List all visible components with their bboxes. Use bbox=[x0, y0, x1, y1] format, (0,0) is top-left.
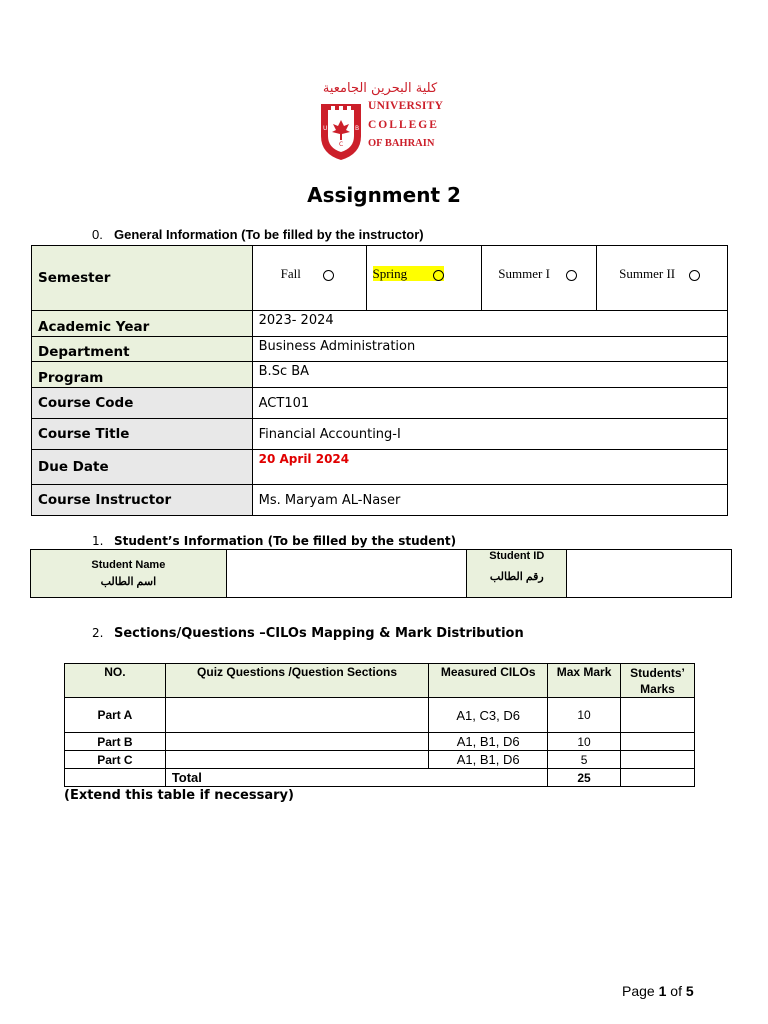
spring-radio-icon[interactable] bbox=[433, 270, 444, 281]
row-part-b-cilos: A1, B1, D6 bbox=[429, 733, 548, 751]
student-name-input[interactable] bbox=[226, 550, 467, 598]
semester-spring-highlight bbox=[373, 266, 445, 281]
header-no: NO. bbox=[65, 664, 166, 698]
row-part-b-no: Part B bbox=[65, 733, 166, 751]
page-number bbox=[622, 983, 694, 999]
table-row bbox=[65, 751, 695, 769]
row-part-b-max: 10 bbox=[548, 733, 621, 751]
program-row bbox=[32, 362, 728, 388]
marks-header-row bbox=[65, 664, 695, 698]
row-part-c-question[interactable] bbox=[165, 751, 428, 769]
student-name-label-cell bbox=[31, 550, 227, 598]
header-questions: Quiz Questions /Question Sections bbox=[165, 664, 428, 698]
row-part-c-no: Part C bbox=[65, 751, 166, 769]
row-part-a-cilos: A1, C3, D6 bbox=[429, 698, 548, 733]
student-id-label-arabic: رقم الطالب bbox=[489, 571, 544, 583]
department-row bbox=[32, 337, 728, 362]
logo-letter-u: U bbox=[323, 125, 328, 132]
academic-year-value[interactable]: 2023- 2024 bbox=[252, 311, 727, 337]
page-current: 1 bbox=[658, 983, 667, 999]
total-label: Total bbox=[165, 769, 547, 787]
student-name-label: Student Name bbox=[91, 559, 166, 571]
semester-label: Semester bbox=[32, 246, 253, 311]
program-value[interactable]: B.Sc BA bbox=[252, 362, 727, 388]
row-part-c-max: 5 bbox=[548, 751, 621, 769]
general-info-table bbox=[31, 245, 728, 516]
student-name-label-arabic: اسم الطالب bbox=[100, 576, 157, 588]
page-of: of bbox=[666, 983, 686, 999]
semester-option-summer-2[interactable] bbox=[597, 246, 728, 311]
header-students-marks: Students’ Marks bbox=[621, 664, 695, 698]
page-prefix: Page bbox=[622, 983, 659, 999]
logo-crest-icon bbox=[318, 100, 364, 162]
summer-1-radio-icon[interactable] bbox=[566, 270, 577, 281]
row-part-b-marks[interactable] bbox=[621, 733, 695, 751]
due-date-label: Due Date bbox=[32, 450, 253, 485]
course-instructor-value[interactable]: Ms. Maryam AL-Naser bbox=[252, 485, 727, 516]
row-part-a-no: Part A bbox=[65, 698, 166, 733]
logo-line-1: UNIVERSITY bbox=[368, 100, 444, 112]
total-marks-cell[interactable] bbox=[621, 769, 695, 787]
academic-year-row bbox=[32, 311, 728, 337]
student-id-label: Student ID bbox=[489, 550, 545, 562]
row-part-c-marks[interactable] bbox=[621, 751, 695, 769]
marks-table bbox=[64, 663, 695, 787]
page-total: 5 bbox=[685, 983, 694, 999]
section-0-number: 0. bbox=[92, 227, 103, 242]
section-0-heading bbox=[92, 227, 424, 242]
row-part-b-question[interactable] bbox=[165, 733, 428, 751]
header-cilos: Measured CILOs bbox=[429, 664, 548, 698]
course-code-row bbox=[32, 388, 728, 419]
row-part-a-max: 10 bbox=[548, 698, 621, 733]
semester-summer-1-label: Summer I bbox=[498, 266, 550, 281]
section-0-title: General Information (To be filled by the instructor) bbox=[114, 227, 424, 242]
course-instructor-label: Course Instructor bbox=[32, 485, 253, 516]
semester-summer-2-label: Summer II bbox=[619, 266, 676, 281]
semester-option-summer-1[interactable] bbox=[482, 246, 597, 311]
summer-2-radio-icon[interactable] bbox=[689, 270, 700, 281]
header-max-mark: Max Mark bbox=[548, 664, 621, 698]
extend-table-note: (Extend this table if necessary) bbox=[64, 788, 294, 803]
student-id-input[interactable] bbox=[567, 550, 732, 598]
semester-option-spring[interactable] bbox=[366, 246, 482, 311]
row-part-a-marks[interactable] bbox=[621, 698, 695, 733]
student-info-table bbox=[30, 549, 732, 598]
department-value[interactable]: Business Administration bbox=[252, 337, 727, 362]
academic-year-label: Academic Year bbox=[32, 311, 253, 337]
student-id-label-cell bbox=[467, 550, 567, 598]
total-value: 25 bbox=[548, 769, 621, 787]
section-1-number: 1. bbox=[92, 534, 104, 548]
section-1-heading bbox=[92, 534, 456, 548]
course-title-label: Course Title bbox=[32, 419, 253, 450]
row-part-c-cilos: A1, B1, D6 bbox=[429, 751, 548, 769]
page-title: Assignment 2 bbox=[307, 183, 461, 207]
logo-letter-b: B bbox=[355, 125, 360, 132]
course-title-value[interactable]: Financial Accounting-I bbox=[252, 419, 727, 450]
course-title-row bbox=[32, 419, 728, 450]
total-empty-cell bbox=[65, 769, 166, 787]
total-row bbox=[65, 769, 695, 787]
due-date-row bbox=[32, 450, 728, 485]
section-2-number: 2. bbox=[92, 626, 104, 640]
section-1-title: Student’s Information (To be filled by the student) bbox=[114, 534, 457, 548]
fall-radio-icon[interactable] bbox=[323, 270, 334, 281]
semester-option-fall[interactable] bbox=[252, 246, 366, 311]
course-instructor-row bbox=[32, 485, 728, 516]
university-logo bbox=[316, 82, 444, 164]
row-part-a-question[interactable] bbox=[165, 698, 428, 733]
semester-row bbox=[32, 246, 728, 311]
logo-line-3: OF BAHRAIN bbox=[368, 138, 435, 149]
due-date-value[interactable]: 20 April 2024 bbox=[252, 450, 727, 485]
department-label: Department bbox=[32, 337, 253, 362]
student-info-row bbox=[31, 550, 732, 598]
course-code-value[interactable]: ACT101 bbox=[252, 388, 727, 419]
section-2-heading bbox=[92, 626, 524, 641]
logo-line-2: COLLEGE bbox=[368, 119, 439, 131]
section-2-title: Sections/Questions –CILOs Mapping & Mark Distribution bbox=[114, 626, 524, 641]
semester-fall-label: Fall bbox=[280, 266, 301, 281]
course-code-label: Course Code bbox=[32, 388, 253, 419]
semester-spring-label: Spring bbox=[372, 266, 408, 281]
table-row bbox=[65, 733, 695, 751]
logo-arabic-name: كلية البحرين الجامعية bbox=[322, 81, 438, 96]
table-row bbox=[65, 698, 695, 733]
logo-letter-c: C bbox=[339, 141, 344, 148]
program-label: Program bbox=[32, 362, 253, 388]
